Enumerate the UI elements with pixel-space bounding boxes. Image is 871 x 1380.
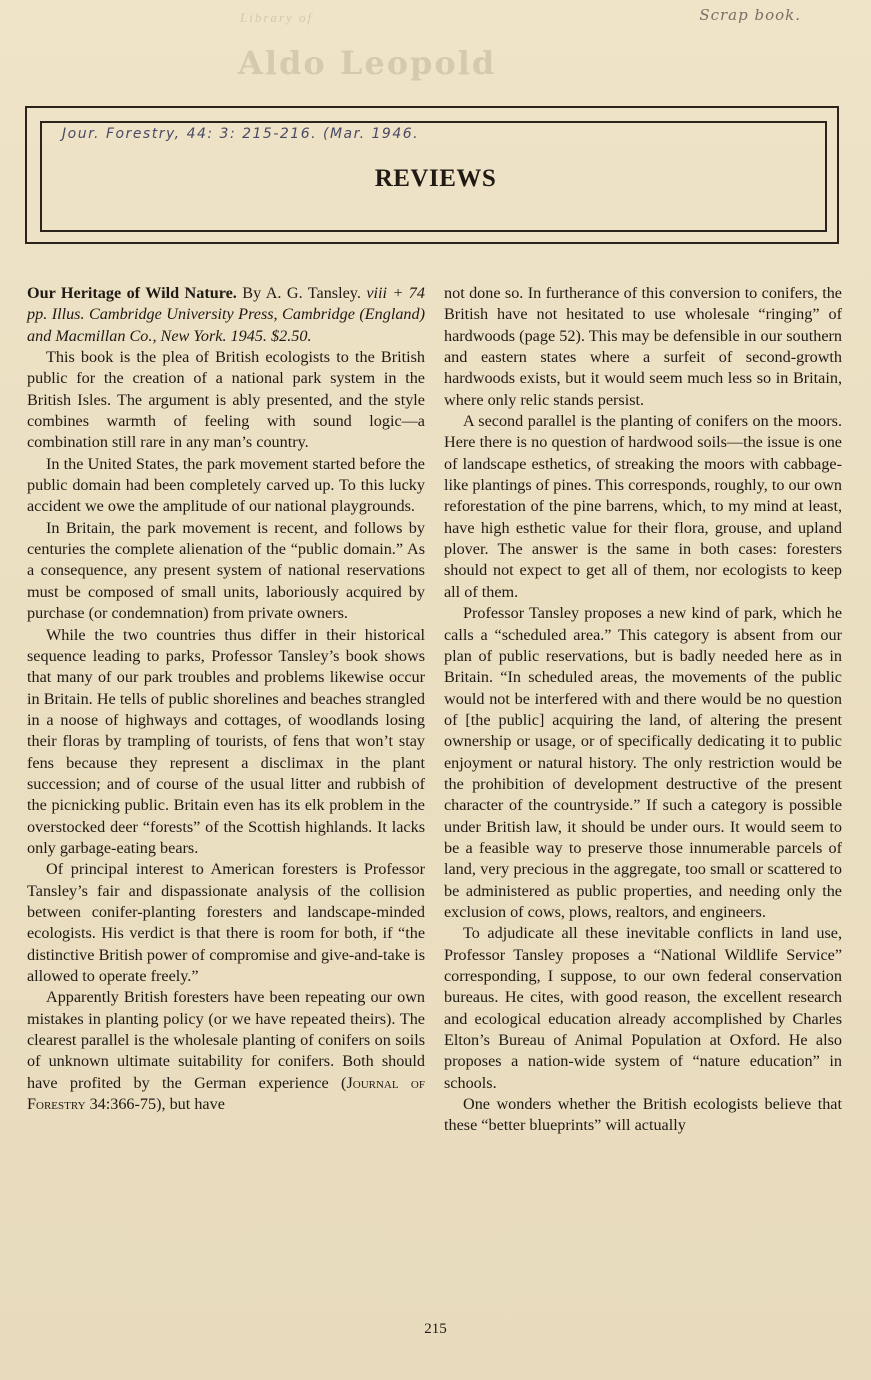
handwritten-citation: Jour. Forestry, 44: 3: 215-216. (Mar. 1946. — [62, 126, 420, 142]
page-number: 215 — [424, 1321, 447, 1337]
paragraph: Of principal interest to American foresters is Professor Tansley’s fair and dispassionate analysis of the collision between conifer-planting foresters and landscape-minded ecologists. His verdict is that there is room for both, if “the distinctive British power of compromise and give-and-take is allowed to operate freely.” — [27, 860, 425, 985]
paragraph: While the two countries thus differ in their historical sequence leading to parks, Professor Tansley’s book shows that many of our park troubles and problems likewise occur in Britain. He tells of public shorelines and beaches strangled in a noose of highways and cottages, of woodlands losing their floras by trampling of tourists, of fens that won’t stay fens because they represent a disclimax in the plant succession; and of course of the usual litter and rubbish of the picnicking public. Britain even has its elk problem in the overstocked deer “forests” of the Scottish highlands. It lacks only garbage-eating bears. — [27, 625, 425, 857]
right-column — [444, 283, 842, 1137]
paragraph-text: Apparently British foresters have been repeating our own mistakes in planting policy (or we have repeated theirs). The clearest parallel is the wholesale planting of conifers on soils of unknown ultimate suitability for conifers. Both should have profited by the German experience ( — [27, 988, 425, 1092]
book-author: By A. G. Tansley. — [242, 284, 361, 302]
library-stamp-name: Aldo Leopold — [238, 44, 497, 82]
book-publication-info: viii + 74 pp. Illus. Cambridge University Press, Cambridge (England) and Macmillan Co., New York. 1945. $2.50. — [27, 284, 425, 345]
paragraph — [27, 987, 425, 1115]
section-title: REVIEWS — [374, 165, 497, 192]
paragraph: In the United States, the park movement started before the public domain had been completely carved up. To this lucky accident we owe the amplitude of our national playgrounds. — [27, 454, 425, 516]
paragraph: One wonders whether the British ecologists believe that these “better blueprints” will actually — [444, 1095, 842, 1135]
paragraph: not done so. In furtherance of this conversion to conifers, the British have not hesitated to use wholesale “ringing” of hardwoods (page 52). This may be defensible in our southern and eastern states where a surfeit of second-growth hardwoods exists, but it would seem much less so in Britain, where only relic stands persist. — [444, 284, 842, 409]
paragraph-text: 34:366-75), but have — [85, 1095, 225, 1114]
book-citation — [27, 283, 425, 347]
paragraph: Professor Tansley proposes a new kind of park, which he calls a “scheduled area.” This category is absent from our plan of public reservations, but is badly needed here as in Britain. “In scheduled areas, the movements of the public would not be interfered with and there would be no question of [the public] acquiring the land, of altering the present ownership or usage, or of specifically dedicating it to public enjoyment or natural history. The only restriction would be the prohibition of development destructive of the present character of the countryside.” If such a category is possible under British law, it should be under ours. It would seem to be a feasible way to preserve those innumerable parcels of land, very precious in the aggregate, too small or scattered to be administered as public properties, and needing only the exclusion of cows, plows, realtors, and engineers. — [444, 604, 842, 921]
paragraph: A second parallel is the planting of conifers on the moors. Here there is no question of hardwood soils—the issue is one of landscape esthetics, of streaking the moors with cabbage-like plantings of pines. This corresponds, roughly, to our own reforestation of the pine barrens, which, to my mind at least, have high esthetic value for their flora, grouse, and upland plover. The answer is the same in both cases: foresters should not expect to get all of them, nor ecologists to keep all of them. — [444, 412, 842, 601]
library-stamp-label: Library of — [240, 10, 314, 25]
left-column — [27, 283, 425, 1115]
paragraph: In Britain, the park movement is recent, and follows by centuries the complete alienation of the “public domain.” As a consequence, any present system of national reservations must be composed of small units, laboriously acquired by purchase (or condemnation) from private owners. — [27, 518, 425, 623]
paragraph: To adjudicate all these inevitable conflicts in land use, Professor Tansley proposes a “National Wildlife Service” corresponding, I suppose, to our own federal conservation bureaus. He cites, with good reason, the excellent research and ecological education already accomplished by Charles Elton’s Bureau of Animal Population at Oxford. He also proposes a nation-wide system of “nature education” in schools. — [444, 924, 842, 1092]
paragraph: This book is the plea of British ecologists to the British public for the creation of a national park system in the British Isles. The argument is ably presented, and the style combines warmth of feeling with sound logic—a combination still rare in any man’s country. — [27, 348, 425, 452]
book-title: Our Heritage of Wild Nature. — [27, 284, 237, 302]
journal-name: Journal of Forestry — [27, 1073, 425, 1114]
scrapbook-annotation: Scrap book. — [699, 6, 801, 24]
